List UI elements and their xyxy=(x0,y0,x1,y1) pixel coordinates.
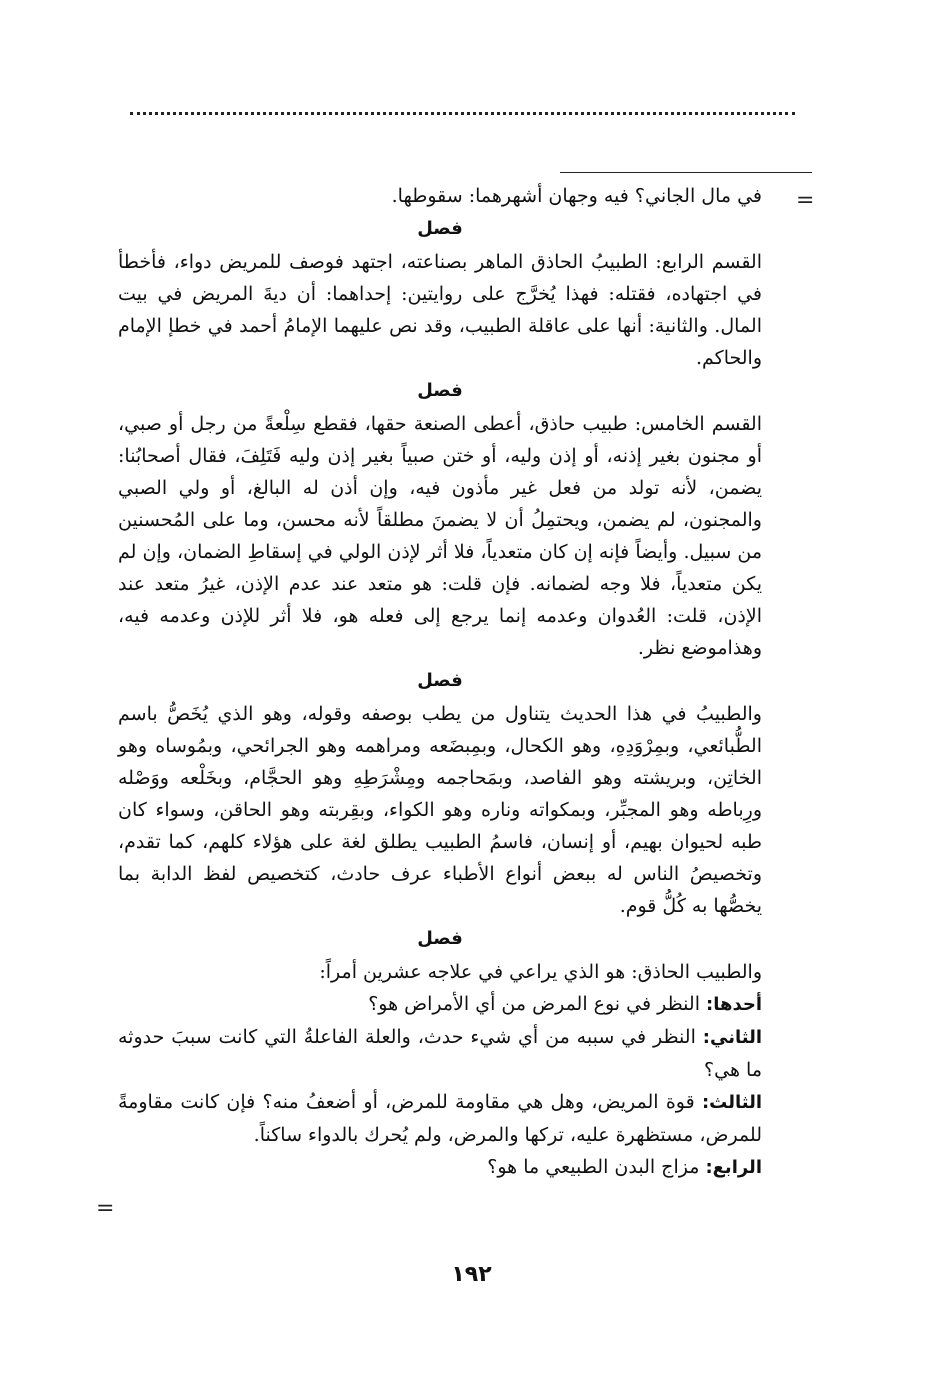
page-number: ١٩٢ xyxy=(451,1262,492,1287)
page-body xyxy=(118,180,762,1184)
list-item-text: مزاج البدن الطبيعي ما هو؟ xyxy=(487,1156,700,1178)
list-item xyxy=(118,988,762,1021)
section-heading: فصل xyxy=(417,218,463,239)
list-item-label: الثاني: xyxy=(702,1027,762,1048)
list-item-label: أحدها: xyxy=(706,994,762,1015)
list-item-label: الرابع: xyxy=(705,1157,762,1178)
paragraph-section-5: القسم الخامس: طبيب حاذق، أعطى الصنعة حقها، فقطع سِلْعةً من رجل أو صبي، أو مجنون بغير إذنه، أو إذن وليه، أو ختن صبياً بغير إذن وليه فَتَلِفَ، فقال أصحابُنا: يضمن، لأنه تولد من فعل غير مأذون فيه، وإن أذن له البالغ، أو ولي الصبي والمجنون، لم يضمن، ويحتمِلُ أن لا يضمنَ مطلقاً لأنه محسن، وما على المُحسنين من سبيل. وأيضاً فإنه إن كان متعدياً، فلا أثر لإذن الولي في إسقاطِ الضمان، وإن لم يكن متعدياً، فلا وجه لضمانه. فإن قلت: هو متعد عند عدم الإذن، غيرُ متعد عند الإذن، قلت: العُدوان وعدمه إنما يرجع إلى فعله هو، فلا أثر للإذن وعدمه فيه، وهذاموضع نظر. xyxy=(118,413,762,659)
list-item-label: الثالث: xyxy=(701,1092,762,1113)
continuation-mark-top: = xyxy=(796,188,815,213)
footnote-rule xyxy=(560,172,812,173)
list-item-text: النظر في سببه من أي شيء حدث، والعلة الفاعلةُ التي كانت سببَ حدوثه ما هي؟ xyxy=(118,1026,762,1081)
footnote-continuation: في مال الجاني؟ فيه وجهان أشهرهما: سقوطها. xyxy=(391,185,762,207)
section-heading: فصل xyxy=(417,380,463,401)
paragraph-section-4: القسم الرابع: الطبيبُ الحاذق الماهر بصناعته، اجتهد فوصف للمريض دواء، فأخطأ في اجتهاده، فقتله: فهذا يُخرَّج على روايتين: إحداهما: أن ديةَ المريض في بيت المال. والثانية: أنها على عاقلة الطبيب، وقد نص عليهما الإمامُ أحمد في خطإ الإمام والحاكم. xyxy=(118,251,762,369)
list-item-text: النظر في نوع المرض من أي الأمراض هو؟ xyxy=(368,993,700,1015)
list-item xyxy=(118,1151,762,1184)
dotted-separator xyxy=(130,112,795,115)
list-item-text: قوة المريض، وهل هي مقاومة للمرض، أو أضعفُ منه؟ فإن كانت مقاومةً للمرض، مستظهرة عليه، تركها والمرض، ولم يُحرك بالدواء ساكناً. xyxy=(118,1091,762,1146)
section-heading: فصل xyxy=(417,670,463,691)
paragraph-physician-definition: والطبيبُ في هذا الحديث يتناول من يطب بوصفه وقوله، وهو الذي يُخَصُّ باسم الطُّبائعي، وبمِرْوَدِهِ، وهو الكحال، وبمِبضَعه ومراهمه وهو الجرائحي، وبمُوساه وهو الخاتِن، وبريشته وهو الفاصد، وبمَحاجمه ومِشْرَطِهِ وهو الحجَّام، وبخَلْعه ووَصْله ورِباطه وهو المجبِّر، وبمكواته وناره وهو الكواء، وبقِربته وهو الحاقن، وسواء كان طبه لحيوان بهيم، أو إنسان، فاسمُ الطبيب يطلق لغة على هؤلاء كلهم، كما تقدم، وتخصيصُ الناس له ببعض أنواع الأطباء عرف حادث، كتخصيص لفظ الدابة بما يخصُّها به كُلُّ قوم. xyxy=(118,703,762,917)
paragraph-skilled-physician: والطبيب الحاذق: هو الذي يراعي في علاجه عشرين أمراً: xyxy=(319,961,762,983)
section-heading: فصل xyxy=(417,928,463,949)
list-item xyxy=(118,1086,762,1151)
list-item xyxy=(118,1021,762,1086)
continuation-mark-bottom: = xyxy=(96,1196,115,1221)
